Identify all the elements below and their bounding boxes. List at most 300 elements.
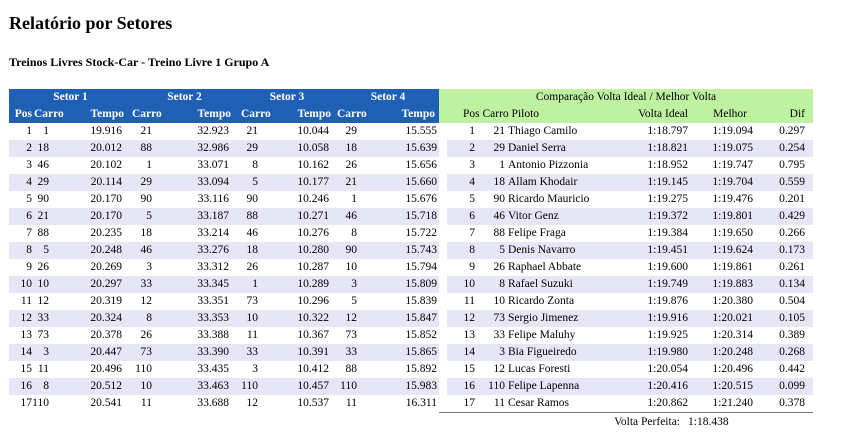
s3-car: 18 (237, 242, 272, 259)
s1-time: 20.496 (67, 361, 132, 378)
cmp-best: 1:19.747 (688, 157, 757, 174)
cmp-ideal: 1:19.275 (623, 191, 688, 208)
position: 8 (9, 242, 32, 259)
table-row (9, 310, 813, 327)
gap (439, 174, 447, 191)
s4-time: 16.311 (367, 395, 439, 413)
cmp-best: 1:20.496 (688, 361, 757, 378)
s2-time: 33.187 (162, 208, 237, 225)
position: 14 (9, 344, 32, 361)
s1-time: 20.248 (67, 242, 132, 259)
s2-time: 33.351 (162, 293, 237, 310)
cmp-dif: 0.105 (757, 310, 813, 327)
cmp-car-driver (483, 259, 623, 276)
s3-car: 12 (237, 395, 272, 413)
cmp-dif: 0.389 (757, 327, 813, 344)
s4-car: 90 (337, 242, 367, 259)
footer-gap (439, 413, 447, 432)
s1-time: 20.170 (67, 208, 132, 225)
table-row (9, 293, 813, 310)
cmp-pos: 6 (447, 208, 483, 225)
cmp-best: 1:20.314 (688, 327, 757, 344)
cmp-pos: 8 (447, 242, 483, 259)
table-row (9, 344, 813, 361)
header-melhor: Melhor (688, 106, 757, 123)
cmp-car: 1 (499, 159, 505, 171)
cmp-car-driver (483, 242, 623, 259)
s4-time: 15.839 (367, 293, 439, 310)
gap (439, 344, 447, 361)
cmp-best: 1:19.624 (688, 242, 757, 259)
cmp-best: 1:20.515 (688, 378, 757, 395)
s3-time: 10.457 (272, 378, 337, 395)
s4-car: 46 (337, 208, 367, 225)
cmp-dif: 0.266 (757, 225, 813, 242)
footer-spacer (9, 413, 439, 432)
cmp-pos: 2 (447, 140, 483, 157)
gap (439, 259, 447, 276)
cmp-best: 1:19.476 (688, 191, 757, 208)
cmp-car-driver (483, 140, 623, 157)
cmp-dif: 0.254 (757, 140, 813, 157)
cmp-car: 33 (493, 329, 505, 341)
s2-time: 33.390 (162, 344, 237, 361)
footer-end (757, 413, 813, 432)
cmp-dif: 0.795 (757, 157, 813, 174)
gap (439, 310, 447, 327)
cmp-ideal: 1:19.451 (623, 242, 688, 259)
cmp-driver: Thiago Camilo (508, 125, 578, 137)
cmp-car: 90 (493, 193, 505, 205)
position: 15 (9, 361, 32, 378)
gap (439, 157, 447, 174)
s3-time: 10.276 (272, 225, 337, 242)
table-row (9, 242, 813, 259)
s2-car: 110 (132, 361, 162, 378)
header-row-2 (9, 106, 813, 123)
s1-car: 1 (32, 123, 67, 140)
cmp-dif: 0.429 (757, 208, 813, 225)
cmp-ideal: 1:19.916 (623, 310, 688, 327)
s2-time: 33.276 (162, 242, 237, 259)
s1-time: 20.541 (67, 395, 132, 413)
cmp-car: 8 (499, 278, 505, 290)
cmp-dif: 0.134 (757, 276, 813, 293)
cmp-car-driver (483, 123, 623, 140)
s3-car: 73 (237, 293, 272, 310)
header-s1-tempo: Tempo (67, 106, 132, 123)
s4-time: 15.660 (367, 174, 439, 191)
cmp-dif: 0.261 (757, 259, 813, 276)
cmp-best: 1:19.650 (688, 225, 757, 242)
cmp-car: 11 (493, 397, 505, 409)
s4-car: 88 (337, 361, 367, 378)
cmp-car-driver (483, 361, 623, 378)
header-s2-tempo: Tempo (162, 106, 237, 123)
s1-car: 11 (32, 361, 67, 378)
s4-car: 29 (337, 123, 367, 140)
cmp-driver: Bia Figueiredo (508, 346, 577, 358)
cmp-driver: Lucas Foresti (508, 363, 571, 375)
position: 11 (9, 293, 32, 310)
cmp-car-driver (483, 395, 623, 413)
s4-time: 15.794 (367, 259, 439, 276)
cmp-car-driver (483, 378, 623, 395)
s4-car: 3 (337, 276, 367, 293)
s2-car: 18 (132, 225, 162, 242)
s1-car: 12 (32, 293, 67, 310)
s2-car: 29 (132, 174, 162, 191)
cmp-ideal: 1:20.416 (623, 378, 688, 395)
gap (439, 140, 447, 157)
position: 1 (9, 123, 32, 140)
table-row (9, 327, 813, 344)
cmp-dif: 0.268 (757, 344, 813, 361)
cmp-car-driver (483, 225, 623, 242)
cmp-ideal: 1:19.876 (623, 293, 688, 310)
gap (439, 293, 447, 310)
s2-time: 32.986 (162, 140, 237, 157)
table-row (9, 395, 813, 413)
s4-time: 15.639 (367, 140, 439, 157)
cmp-driver: Denis Navarro (508, 244, 576, 256)
table-row (9, 276, 813, 293)
header-sector-3: Setor 3 (237, 89, 337, 106)
s2-car: 3 (132, 259, 162, 276)
cmp-dif: 0.201 (757, 191, 813, 208)
position: 16 (9, 378, 32, 395)
s4-car: 33 (337, 344, 367, 361)
s1-time: 20.102 (67, 157, 132, 174)
s2-car: 12 (132, 293, 162, 310)
s1-time: 20.114 (67, 174, 132, 191)
cmp-ideal: 1:19.384 (623, 225, 688, 242)
cmp-car: 88 (493, 227, 505, 239)
header-dif: Dif (757, 106, 813, 123)
s1-car: 90 (32, 191, 67, 208)
s3-time: 10.287 (272, 259, 337, 276)
s2-car: 8 (132, 310, 162, 327)
cmp-best: 1:20.380 (688, 293, 757, 310)
table-row (9, 378, 813, 395)
s4-car: 26 (337, 157, 367, 174)
cmp-pos: 13 (447, 327, 483, 344)
cmp-best: 1:20.248 (688, 344, 757, 361)
table-row (9, 361, 813, 378)
s1-time: 20.512 (67, 378, 132, 395)
cmp-pos: 9 (447, 259, 483, 276)
s2-time: 33.353 (162, 310, 237, 327)
cmp-best: 1:19.075 (688, 140, 757, 157)
s1-car: 5 (32, 242, 67, 259)
s1-time: 20.235 (67, 225, 132, 242)
s3-car: 90 (237, 191, 272, 208)
cmp-car: 26 (493, 261, 505, 273)
s4-car: 73 (337, 327, 367, 344)
cmp-best: 1:19.861 (688, 259, 757, 276)
gap (439, 327, 447, 344)
s3-car: 11 (237, 327, 272, 344)
s4-car: 21 (337, 174, 367, 191)
cmp-best: 1:19.094 (688, 123, 757, 140)
perfect-lap-label: Volta Perfeita: (447, 413, 688, 432)
position: 13 (9, 327, 32, 344)
cmp-car: 21 (493, 125, 505, 137)
s3-car: 1 (237, 276, 272, 293)
s1-car: 46 (32, 157, 67, 174)
cmp-driver: Raphael Abbate (508, 261, 582, 273)
s1-time: 20.324 (67, 310, 132, 327)
cmp-dif: 0.173 (757, 242, 813, 259)
cmp-car-driver (483, 157, 623, 174)
cmp-car: 46 (493, 210, 505, 222)
s3-car: 3 (237, 361, 272, 378)
cmp-car: 73 (493, 312, 505, 324)
position: 12 (9, 310, 32, 327)
sector-report-table (9, 89, 813, 431)
header-comparison: Comparação Volta Ideal / Melhor Volta (439, 89, 813, 106)
cmp-car-driver (483, 344, 623, 361)
s3-time: 10.391 (272, 344, 337, 361)
table-row (9, 208, 813, 225)
s2-car: 73 (132, 344, 162, 361)
s1-car: 10 (32, 276, 67, 293)
s2-time: 33.688 (162, 395, 237, 413)
s3-time: 10.044 (272, 123, 337, 140)
cmp-pos: 3 (447, 157, 483, 174)
cmp-ideal: 1:18.797 (623, 123, 688, 140)
cmp-driver: Felipe Fraga (508, 227, 566, 239)
s4-car: 11 (337, 395, 367, 413)
s3-car: 21 (237, 123, 272, 140)
s3-time: 10.280 (272, 242, 337, 259)
sector-report-table-wrap (9, 89, 813, 431)
s1-car: 110 (32, 395, 67, 413)
cmp-pos: 14 (447, 344, 483, 361)
cmp-driver: Felipe Maluhy (508, 329, 576, 341)
header-s4-carro: Carro (337, 106, 367, 123)
header-pos: Pos (9, 106, 32, 123)
cmp-ideal: 1:19.372 (623, 208, 688, 225)
s3-time: 10.289 (272, 276, 337, 293)
cmp-driver: Sergio Jimenez (508, 312, 579, 324)
s1-car: 88 (32, 225, 67, 242)
s2-car: 46 (132, 242, 162, 259)
gap (439, 378, 447, 395)
cmp-ideal: 1:19.980 (623, 344, 688, 361)
s1-time: 20.170 (67, 191, 132, 208)
cmp-car: 29 (493, 142, 505, 154)
cmp-dif: 0.099 (757, 378, 813, 395)
cmp-dif: 0.504 (757, 293, 813, 310)
s4-time: 15.722 (367, 225, 439, 242)
s2-time: 33.435 (162, 361, 237, 378)
cmp-ideal: 1:18.821 (623, 140, 688, 157)
position: 17 (9, 395, 32, 413)
cmp-ideal: 1:19.600 (623, 259, 688, 276)
s2-car: 1 (132, 157, 162, 174)
header-sector-1: Setor 1 (9, 89, 132, 106)
s2-time: 32.923 (162, 123, 237, 140)
s4-time: 15.865 (367, 344, 439, 361)
s2-car: 33 (132, 276, 162, 293)
header-s2-carro: Carro (132, 106, 162, 123)
cmp-driver: Vitor Genz (508, 210, 559, 222)
cmp-ideal: 1:18.952 (623, 157, 688, 174)
position: 10 (9, 276, 32, 293)
cmp-car: 5 (499, 244, 505, 256)
s2-car: 90 (132, 191, 162, 208)
gap (439, 276, 447, 293)
s4-time: 15.676 (367, 191, 439, 208)
cmp-best: 1:19.801 (688, 208, 757, 225)
cmp-car-driver (483, 327, 623, 344)
cmp-best: 1:20.021 (688, 310, 757, 327)
cmp-car: 3 (499, 346, 505, 358)
cmp-dif: 0.559 (757, 174, 813, 191)
s4-time: 15.743 (367, 242, 439, 259)
s4-time: 15.892 (367, 361, 439, 378)
header-row-1 (9, 89, 813, 106)
session-subtitle: Treinos Livres Stock-Car - Treino Livre 1 Grupo A (9, 55, 270, 69)
s4-time: 15.656 (367, 157, 439, 174)
cmp-best: 1:21.240 (688, 395, 757, 413)
gap (439, 242, 447, 259)
s3-time: 10.296 (272, 293, 337, 310)
s4-car: 10 (337, 259, 367, 276)
s1-time: 20.012 (67, 140, 132, 157)
table-row (9, 157, 813, 174)
s1-time: 20.378 (67, 327, 132, 344)
cmp-pos: 17 (447, 395, 483, 413)
s2-time: 33.312 (162, 259, 237, 276)
cmp-driver: Cesar Ramos (508, 397, 570, 409)
s3-car: 33 (237, 344, 272, 361)
cmp-pos: 15 (447, 361, 483, 378)
position: 4 (9, 174, 32, 191)
s2-time: 33.094 (162, 174, 237, 191)
cmp-dif: 0.297 (757, 123, 813, 140)
s3-time: 10.412 (272, 361, 337, 378)
table-row (9, 191, 813, 208)
cmp-car: 110 (488, 380, 505, 392)
cmp-ideal: 1:19.925 (623, 327, 688, 344)
header-volta-ideal: Volta Ideal (623, 106, 688, 123)
s3-car: 8 (237, 157, 272, 174)
cmp-driver: Daniel Serra (508, 142, 566, 154)
cmp-driver: Rafael Suzuki (508, 278, 573, 290)
s3-car: 46 (237, 225, 272, 242)
s2-time: 33.116 (162, 191, 237, 208)
table-row (9, 225, 813, 242)
s1-time: 19.916 (67, 123, 132, 140)
s4-car: 5 (337, 293, 367, 310)
cmp-ideal: 1:20.862 (623, 395, 688, 413)
gap (439, 361, 447, 378)
table-row (9, 140, 813, 157)
s2-time: 33.214 (162, 225, 237, 242)
position: 5 (9, 191, 32, 208)
cmp-driver: Antonio Pizzonia (508, 159, 589, 171)
s3-time: 10.537 (272, 395, 337, 413)
cmp-driver: Ricardo Zonta (508, 295, 575, 307)
position: 7 (9, 225, 32, 242)
s4-time: 15.718 (367, 208, 439, 225)
cmp-pos: 5 (447, 191, 483, 208)
cmp-car-driver (483, 293, 623, 310)
s3-time: 10.271 (272, 208, 337, 225)
cmp-pos: 1 (447, 123, 483, 140)
cmp-car: 18 (493, 176, 505, 188)
s4-car: 110 (337, 378, 367, 395)
gap (439, 208, 447, 225)
s4-time: 15.555 (367, 123, 439, 140)
cmp-pos: 11 (447, 293, 483, 310)
cmp-dif: 0.442 (757, 361, 813, 378)
cmp-car-driver (483, 208, 623, 225)
s1-time: 20.447 (67, 344, 132, 361)
header-s3-tempo: Tempo (272, 106, 337, 123)
s3-car: 5 (237, 174, 272, 191)
s3-time: 10.177 (272, 174, 337, 191)
s2-time: 33.345 (162, 276, 237, 293)
s1-car: 26 (32, 259, 67, 276)
s1-car: 29 (32, 174, 67, 191)
gap (439, 191, 447, 208)
gap (439, 395, 447, 413)
s2-car: 5 (132, 208, 162, 225)
s3-time: 10.058 (272, 140, 337, 157)
table-row (9, 123, 813, 140)
table-row (9, 174, 813, 191)
cmp-car-driver (483, 276, 623, 293)
s3-time: 10.162 (272, 157, 337, 174)
s3-time: 10.246 (272, 191, 337, 208)
position: 9 (9, 259, 32, 276)
header-s1-carro: Carro (32, 106, 67, 123)
s1-car: 3 (32, 344, 67, 361)
header-gap (439, 106, 447, 123)
cmp-best: 1:19.883 (688, 276, 757, 293)
s4-time: 15.847 (367, 310, 439, 327)
gap (439, 123, 447, 140)
header-s3-carro: Carro (237, 106, 272, 123)
cmp-ideal: 1:19.749 (623, 276, 688, 293)
cmp-pos: 12 (447, 310, 483, 327)
cmp-car: 10 (493, 295, 505, 307)
s4-car: 18 (337, 140, 367, 157)
s4-car: 12 (337, 310, 367, 327)
s4-time: 15.983 (367, 378, 439, 395)
page-title: Relatório por Setores (9, 13, 173, 33)
s1-car: 21 (32, 208, 67, 225)
gap (439, 225, 447, 242)
cmp-pos: 7 (447, 225, 483, 242)
s1-time: 20.297 (67, 276, 132, 293)
header-pos-carro-piloto: Pos Carro Piloto (447, 106, 623, 123)
cmp-car: 12 (493, 363, 505, 375)
s2-car: 21 (132, 123, 162, 140)
position: 3 (9, 157, 32, 174)
s3-car: 26 (237, 259, 272, 276)
position: 2 (9, 140, 32, 157)
cmp-ideal: 1:19.145 (623, 174, 688, 191)
s4-car: 8 (337, 225, 367, 242)
s1-car: 33 (32, 310, 67, 327)
s2-car: 26 (132, 327, 162, 344)
s3-car: 110 (237, 378, 272, 395)
position: 6 (9, 208, 32, 225)
